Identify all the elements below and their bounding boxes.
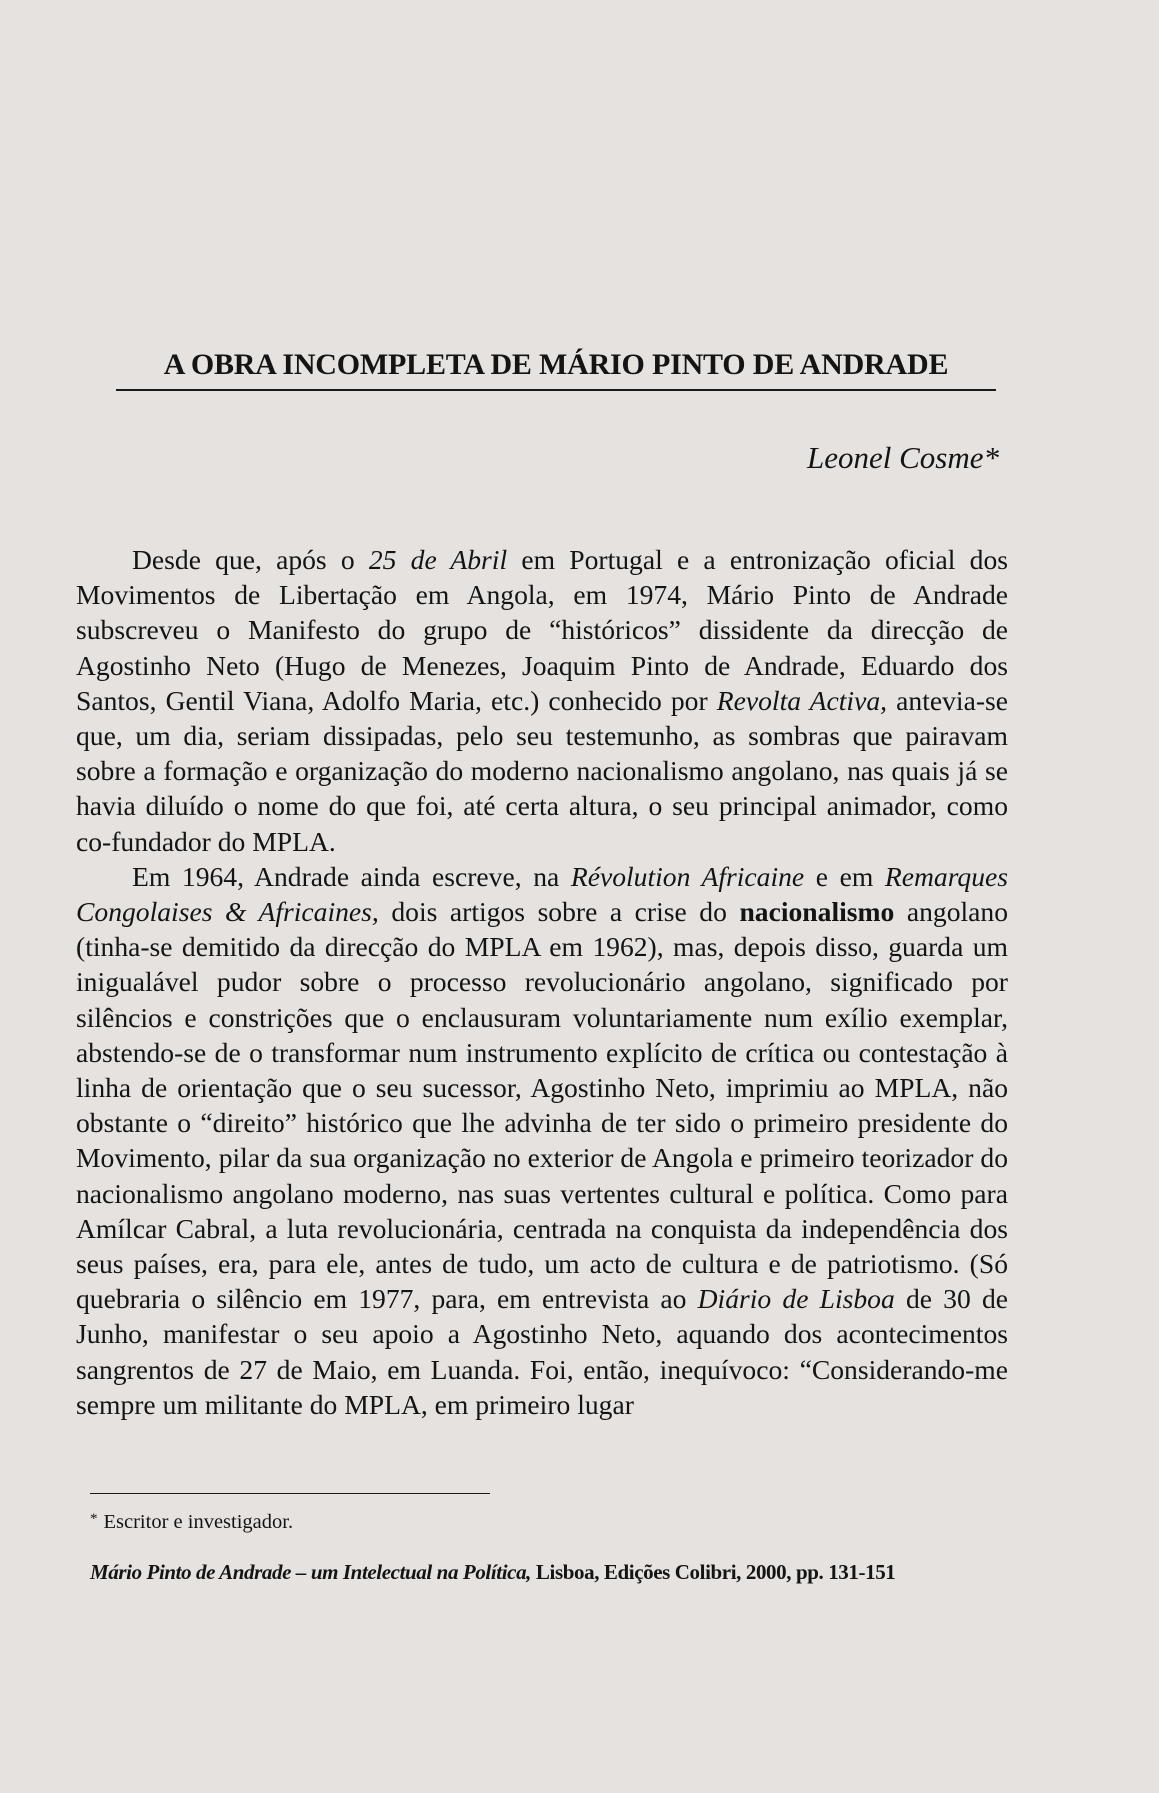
author-name: Leonel Cosme* xyxy=(806,440,999,475)
footnote xyxy=(90,1511,293,1534)
citation-publisher: Lisboa, Edições Colibri, 2000, pp. 131-151 xyxy=(531,1560,896,1584)
italic-text: 25 de Abril xyxy=(368,544,508,575)
book-citation xyxy=(90,1560,1010,1585)
footnote-separator xyxy=(90,1493,490,1494)
footnote-text: Escritor e investigador. xyxy=(103,1511,294,1533)
text-run: e em xyxy=(804,860,885,892)
citation-book-title: Mário Pinto de Andrade – um Intelectual na Política, xyxy=(90,1560,532,1584)
article-title: A OBRA INCOMPLETA DE MÁRIO PINTO DE ANDRADE xyxy=(163,348,949,381)
text-run: em Portugal e a entronização oficial dos Movimentos de Libertação em Angola, em 1974, Mário Pinto de Andrade subscreveu o Manifesto do grupo de “históricos” dissidente da direcção de Agostinho Neto (Hugo de Menezes, Joaquim Pinto de Andrade, Eduardo dos Santos, Gentil Viana, Adolfo Maria, etc.) conhecido por xyxy=(76,544,1008,716)
text-run: Em 1964, Andrade ainda escreve, na xyxy=(132,860,571,892)
italic-text: Diário de Lisboa xyxy=(697,1283,895,1315)
article-body xyxy=(76,542,1008,1422)
body-paragraph xyxy=(76,542,1008,859)
text-run: de 30 de Junho, manifestar o seu apoio a Agostinho Neto, aquando dos acontecimentos sangrentos de 27 de Maio, em Luanda. Foi, então, inequívoco: “Considerando-me sempre um militante do MPLA, em primeiro lugar xyxy=(76,1283,1008,1420)
bold-text: nacionalismo xyxy=(739,896,895,928)
italic-text: Révolution Africaine xyxy=(570,860,805,892)
italic-text: Remarques Congolaises & Africaines, xyxy=(76,860,1009,928)
text-run: Desde que, após o xyxy=(132,544,369,575)
text-run: dois artigos sobre a crise do xyxy=(378,896,740,928)
title-underline xyxy=(116,389,996,391)
text-run: angolano (tinha-se demitido da direcção do MPLA em 1962), mas, depois disso, guarda um inigualável pudor sobre o processo revolucionário angolano, significado por silêncios e constrições que o enclausuram voluntariamente num exílio exemplar, abstendo-se de o transformar num instrumento explícito de crítica ou contestação à linha de orientação que o seu sucessor, Agostinho Neto, imprimiu ao MPLA, não obstante o “direito” histórico que lhe advinha de ter sido o primeiro presidente do Movimento, pilar da sua organização no exterior de Angola e primeiro teorizador do nacionalismo angolano moderno, nas suas vertentes cultural e política. Como para Amílcar Cabral, a luta revolucionária, centrada na conquista da independência dos seus países, era, para ele, antes de tudo, um acto de cultura e de patriotismo. (Só quebraria o silêncio em 1977, para, em entrevista ao xyxy=(76,896,1009,1315)
italic-text: Revolta Activa, xyxy=(716,684,888,716)
footnote-marker: * xyxy=(90,1511,98,1527)
text-run: antevia-se que, um dia, seriam dissipadas, pelo seu testemunho, as sombras que pairavam sobre a formação e organização do moderno nacionalismo angolano, nas quais já se havia diluído o nome do que foi, até certa altura, o seu principal animador, como co-fundador do MPLA. xyxy=(76,684,1008,857)
body-paragraph xyxy=(76,859,1008,1422)
